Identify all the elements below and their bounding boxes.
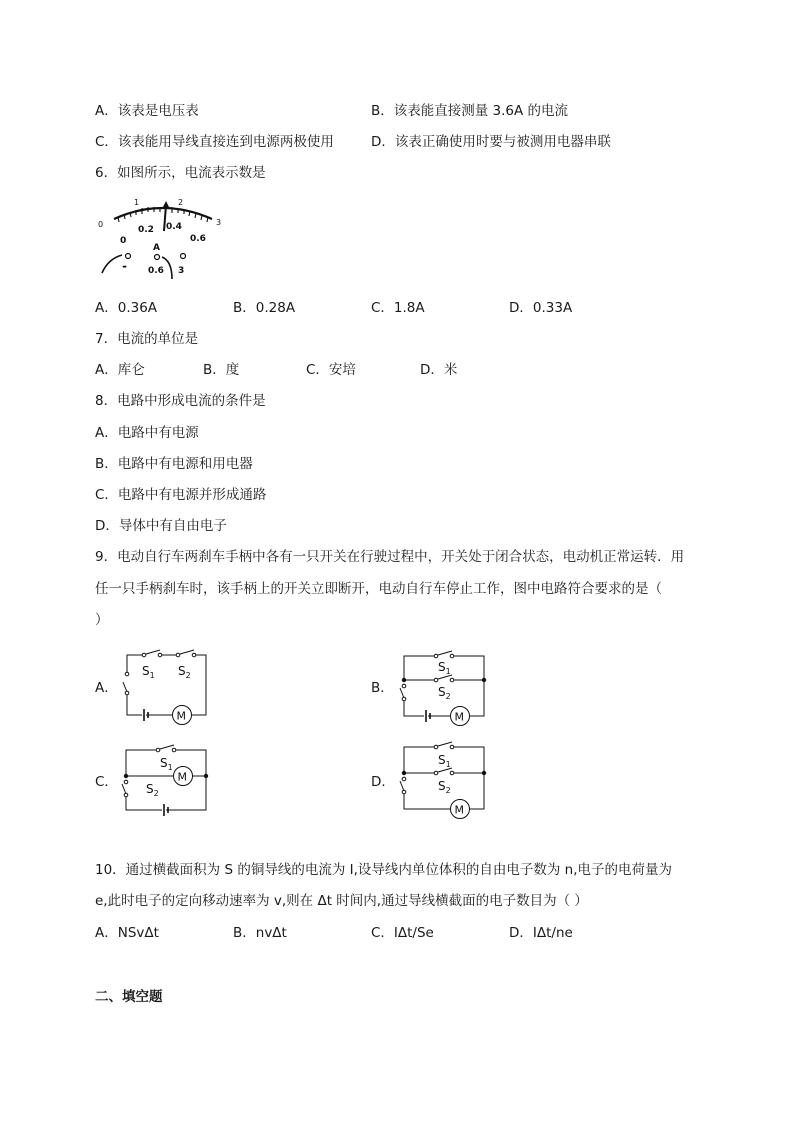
junction-dot	[482, 771, 486, 775]
s1-label: $S_1$	[160, 756, 173, 772]
s1-label: $S_1$	[438, 660, 451, 676]
junction-dot	[402, 771, 406, 775]
q6-option-b: B．0.28A	[233, 300, 296, 316]
q5-option-a: A．该表是电压表	[95, 103, 199, 119]
q6-option-c: C．1.8A	[371, 300, 425, 316]
q10-option-d: D．IΔt/ne	[509, 925, 573, 941]
motor-label: M	[454, 710, 464, 724]
lower-tick-0-4: 0.4	[166, 222, 182, 232]
terminal-3-label: 3	[178, 266, 185, 276]
circuit-a-label: A．	[95, 680, 118, 696]
upper-tick-0: 0	[98, 220, 104, 229]
terminal-0-6-label: 0.6	[148, 266, 164, 276]
s2-label: $S_2$	[438, 779, 451, 795]
q6-option-a: A．0.36A	[95, 300, 158, 316]
q10-stem-line2: e,此时电子的定向移动速率为 v,则在 Δt 时间内,通过导线横截面的电子数目为（ ）	[95, 893, 588, 909]
q9-stem-line2: 任一只手柄刹车时，该手柄上的开关立即断开，电动自行车停止工作，图中电路符合要求的是（	[95, 581, 662, 597]
motor-label: M	[177, 770, 187, 784]
q9-stem-line1: 9．电动自行车两刹车手柄中各有一只开关在行驶过程中，开关处于闭合状态，电动机正常运转．用	[95, 549, 685, 565]
q6-stem: 6．如图所示，电流表示数是	[95, 165, 266, 181]
q7-option-b: B．度	[203, 362, 240, 378]
terminal-negative-label: -	[122, 259, 127, 273]
junction-dot	[402, 678, 406, 682]
q10-option-a: A．NSvΔt	[95, 925, 159, 941]
q10-option-b: B．nvΔt	[233, 925, 287, 941]
junction-dot	[204, 774, 208, 778]
upper-tick-3: 3	[216, 218, 222, 227]
junction-dot	[124, 774, 128, 778]
ammeter-unit-label: A	[153, 243, 160, 253]
q6-option-d: D．0.33A	[509, 300, 573, 316]
ammeter-needle-tip	[162, 201, 170, 209]
q5-option-d: D．该表正确使用时要与被测用电器串联	[371, 134, 611, 150]
ammeter-dial-arc	[114, 208, 212, 219]
q8-option-b: B．电路中有电源和用电器	[95, 456, 253, 472]
s2-label: $S_2$	[146, 782, 159, 798]
wire-left	[102, 255, 122, 273]
lower-tick-0: 0	[120, 236, 127, 246]
q10-option-c: C．IΔt/Se	[371, 925, 434, 941]
terminal-3-dot	[181, 254, 186, 259]
circuit-b-label: B．	[371, 680, 394, 696]
circuit-b-diagram	[398, 652, 488, 722]
q9-stem-line3: ）	[95, 612, 109, 628]
q7-option-d: D．米	[420, 362, 458, 378]
s1-label: $S_1$	[438, 753, 451, 769]
upper-tick-1: 1	[134, 198, 140, 207]
circuit-d-diagram	[398, 743, 488, 819]
q8-option-d: D．导体中有自由电子	[95, 518, 227, 534]
ammeter-ticks	[118, 207, 208, 222]
q8-option-a: A．电路中有电源	[95, 425, 199, 441]
terminal-0-6-dot	[155, 255, 160, 260]
motor-label: M	[454, 803, 464, 817]
circuit-a-diagram	[120, 650, 210, 723]
q5-option-c: C．该表能用导线直接连到电源两极使用	[95, 134, 334, 150]
lower-tick-0-6: 0.6	[190, 234, 206, 244]
junction-dot	[482, 678, 486, 682]
q8-option-c: C．电路中有电源并形成通路	[95, 487, 267, 503]
circuit-c-label: C．	[95, 774, 118, 790]
ammeter-figure	[92, 195, 232, 285]
q8-stem: 8．电路中形成电流的条件是	[95, 393, 266, 409]
section-heading-fill-in: 二、填空题	[95, 989, 163, 1005]
s1-label: $S_1$	[142, 664, 155, 680]
circuit-c-diagram	[120, 746, 210, 816]
lower-tick-0-2: 0.2	[138, 225, 154, 235]
s2-label: $S_2$	[438, 685, 451, 701]
s2-label: $S_2$	[178, 664, 191, 680]
q7-stem: 7．电流的单位是	[95, 331, 199, 347]
upper-tick-2: 2	[178, 198, 184, 207]
q10-stem-line1: 10．通过横截面积为 S 的铜导线的电流为 I,设导线内单位体积的自由电子数为 n,电子的电荷量为	[95, 862, 673, 878]
q5-option-b: B．该表能直接测量 3.6A 的电流	[371, 103, 569, 119]
terminal-negative-dot	[126, 254, 131, 259]
q7-option-a: A．库仑	[95, 362, 145, 378]
motor-label: M	[176, 709, 186, 723]
q7-option-c: C．安培	[306, 362, 356, 378]
circuit-d-label: D．	[371, 774, 395, 790]
